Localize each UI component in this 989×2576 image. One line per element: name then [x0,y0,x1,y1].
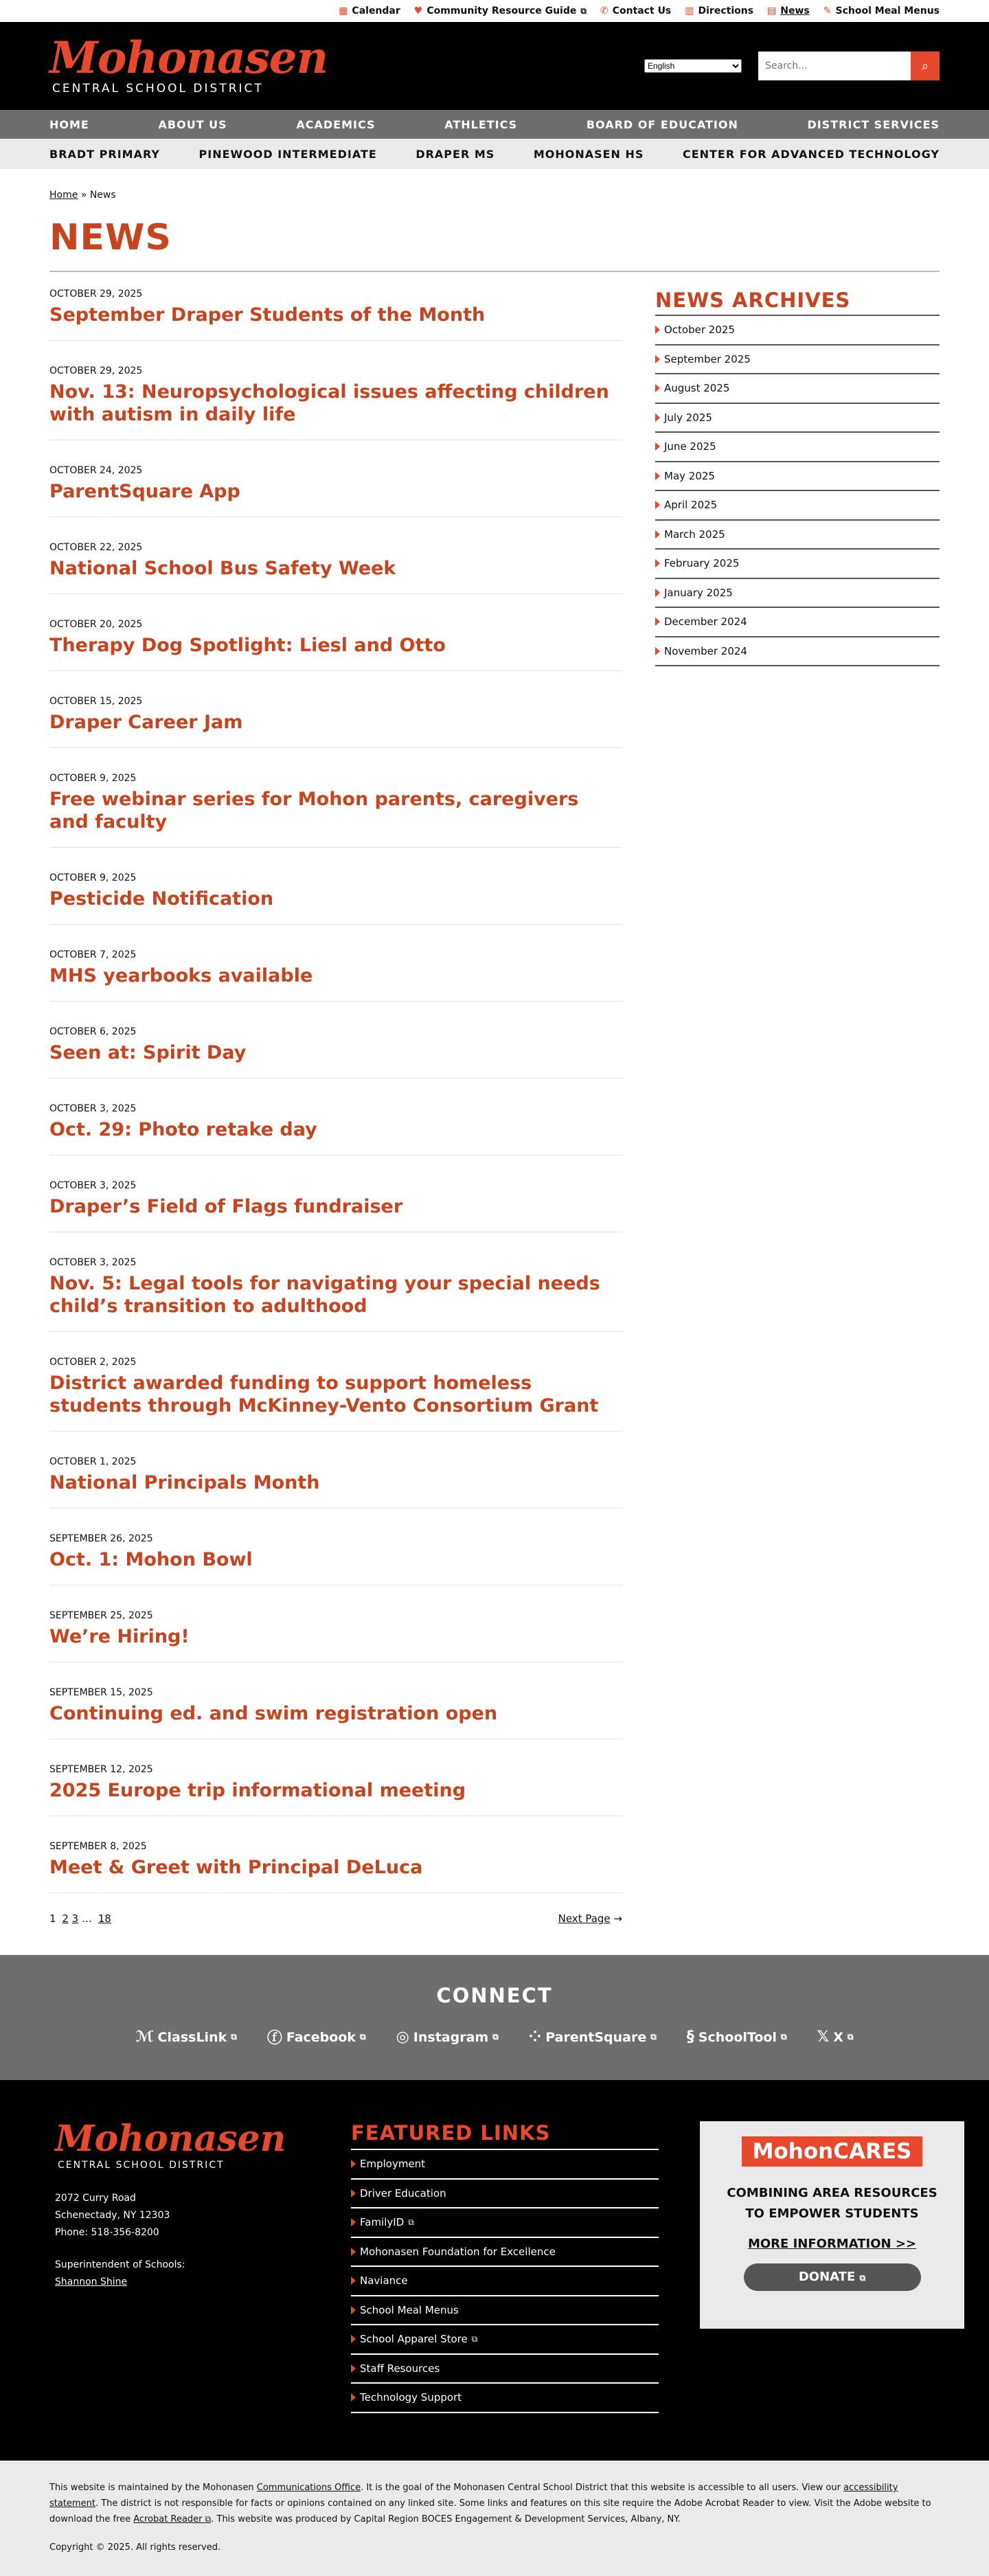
caret-right-icon [655,647,660,655]
accessibility-statement-link[interactable]: accessibility statement [49,2483,898,2509]
footer-logo-wordmark: Mohonasen [55,2118,286,2160]
news-date: OCTOBER 29, 2025 [49,365,143,376]
caret-right-icon [655,559,660,567]
nav-item-district-services[interactable]: DISTRICT SERVICES [807,117,940,131]
school-link-bradt-primary[interactable]: BRADT PRIMARY [49,147,160,161]
main-content [0,190,989,1925]
news-date: OCTOBER 9, 2025 [49,872,137,883]
news-item [49,1180,622,1232]
news-item [49,1357,622,1432]
news-date: OCTOBER 2, 2025 [49,1357,137,1368]
caret-right-icon [655,414,660,422]
caret-right-icon [655,326,660,334]
archive-label: June 2025 [664,440,716,453]
news-item [49,619,622,671]
archive-label: October 2025 [664,324,735,337]
logo-wordmark: Mohonasen [49,32,328,84]
archive-label: July 2025 [664,411,712,424]
news-item [49,465,622,517]
next-page-label: Next Page [558,1912,611,1925]
utility-link-label: School Meal Menus [835,5,940,16]
main-nav [0,110,989,139]
address-line-2: Schenectady, NY 12303 [55,2210,170,2221]
news-item [49,542,622,594]
social-label: Facebook [286,2029,356,2045]
news-archives [655,289,940,1925]
mohoncares-box [700,2121,964,2329]
archive-link[interactable] [655,433,940,462]
nav-item-academics[interactable]: ACADEMICS [296,117,376,131]
archive-link[interactable] [655,579,940,609]
news-list [49,289,622,1925]
featured-link[interactable] [351,2355,659,2384]
news-title-link[interactable]: Therapy Dog Spotlight: Liesl and Otto [49,635,446,656]
featured-link-label: School Apparel Store [360,2333,468,2346]
social-link-parentsquare[interactable] [529,2026,657,2048]
news-date: OCTOBER 1, 2025 [49,1456,137,1467]
page-link-3[interactable]: 3 [71,1912,79,1925]
external-link-icon: ⧉ [205,2514,212,2524]
news-date: SEPTEMBER 12, 2025 [49,1764,153,1775]
social-label: X [833,2029,843,2045]
cares-tagline-1: COMBINING AREA RESOURCES [727,2186,937,2200]
featured-link[interactable] [351,2325,659,2355]
news-title-link[interactable]: Draper Career Jam [49,712,243,733]
news-date: OCTOBER 20, 2025 [49,619,143,630]
news-title-link[interactable]: Pesticide Notification [49,888,274,909]
page-link-2[interactable]: 2 [62,1912,69,1925]
district-logo[interactable] [49,32,328,95]
parentsquare-icon: ⁘ [528,2029,542,2046]
site-header [0,22,989,110]
archive-label: January 2025 [664,586,733,599]
news-date: OCTOBER 3, 2025 [49,1103,137,1114]
news-item [49,1026,622,1078]
news-title-link[interactable]: Nov. 5: Legal tools for navigating your special needs child’s transition to adulthood [49,1273,600,1317]
connect-section [0,1955,989,2080]
phone-icon: ✆ [600,5,609,16]
featured-link[interactable] [351,2267,659,2296]
news-item [49,773,622,848]
news-date: OCTOBER 15, 2025 [49,696,143,707]
news-date: OCTOBER 6, 2025 [49,1026,137,1037]
archives-title: NEWS ARCHIVES [655,289,940,316]
archive-link[interactable] [655,374,940,404]
featured-link[interactable] [351,2238,659,2268]
heart-icon: ♥ [413,5,423,16]
featured-link-label: Employment [360,2158,426,2171]
acrobat-label: Acrobat Reader [133,2514,203,2524]
news-item [49,1610,622,1662]
utility-link-school-meal-menus[interactable] [823,5,940,16]
featured-link-label: Mohonasen Foundation for Excellence [360,2245,556,2258]
x-icon: 𝕏 [817,2029,830,2046]
caret-right-icon [655,384,660,392]
map-icon: ▥ [685,5,694,16]
utility-link-label: Contact Us [612,5,672,16]
news-item [49,1533,622,1585]
news-date: SEPTEMBER 26, 2025 [49,1533,153,1544]
news-item [49,365,622,440]
archive-label: February 2025 [664,557,740,570]
caret-right-icon [351,2276,356,2285]
copyright: Copyright © 2025. All rights reserved. [49,2542,221,2553]
legal-text [49,2480,940,2527]
external-link-icon: ⧉ [360,2032,366,2042]
news-title-link[interactable]: Seen at: Spirit Day [49,1042,247,1063]
breadcrumb-current: News [89,190,116,201]
connect-title: CONNECT [436,1984,553,2007]
superintendent-label: Superintendent of Schools: [55,2259,185,2270]
featured-link-label: Technology Support [360,2391,462,2404]
featured-link[interactable] [351,2180,659,2209]
social-label: SchoolTool [698,2029,777,2045]
school-link-mohonasen-hs[interactable]: MOHONASEN HS [533,147,644,161]
nav-item-about-us[interactable]: ABOUT US [158,117,227,131]
featured-link-label: Naviance [360,2274,408,2287]
communications-office-link[interactable]: Communications Office [256,2483,361,2493]
caret-right-icon [351,2306,356,2314]
news-item [49,1257,622,1332]
archive-label: March 2025 [664,528,725,541]
news-title-link[interactable]: District awarded funding to support homeless students through McKinney-Vento Consortium Grant [49,1372,599,1416]
archive-label: May 2025 [664,469,715,482]
caret-right-icon [351,2160,356,2168]
external-link-icon: ⧉ [859,2273,866,2283]
caret-right-icon [351,2364,356,2373]
news-item [49,872,622,925]
superintendent [55,2257,351,2291]
more-information-link[interactable]: MORE INFORMATION >> [747,2237,917,2251]
title-divider [49,271,940,272]
archive-link[interactable] [655,521,940,550]
superintendent-link[interactable]: Shannon Shine [55,2276,128,2287]
search-icon: ⌕ [921,58,929,73]
social-link-x[interactable] [817,2026,854,2048]
caret-right-icon [351,2218,356,2226]
caret-right-icon [655,589,660,597]
news-date: OCTOBER 9, 2025 [49,773,137,784]
phone-number: Phone: 518-356-8200 [55,2227,159,2238]
news-title-link[interactable]: National Principals Month [49,1472,320,1493]
page-current: 1 [49,1912,56,1925]
news-title-link[interactable]: September Draper Students of the Month [49,304,486,326]
cares-tagline-2: TO EMPOWER STUDENTS [745,2206,919,2221]
news-title-link[interactable]: MHS yearbooks available [49,965,313,986]
schools-nav [0,139,989,169]
news-title-link[interactable]: Nov. 13: Neuropsychological issues affecting children with autism in daily life [49,381,609,425]
news-date: SEPTEMBER 8, 2025 [49,1841,147,1852]
external-link-icon: ⧉ [231,2032,237,2042]
social-label: Instagram [413,2029,489,2045]
archive-link[interactable] [655,637,940,667]
news-title-link[interactable]: Draper’s Field of Flags fundraiser [49,1196,403,1217]
footer-logo-tagline: CENTRAL SCHOOL DISTRICT [58,2160,225,2171]
language-select[interactable] [644,59,742,73]
page-title: NEWS [49,217,172,258]
news-item [49,949,622,1002]
archive-label: August 2025 [664,382,730,395]
social-label: ParentSquare [545,2029,647,2045]
legal-footer [0,2461,989,2576]
featured-link-label: Driver Education [360,2187,446,2200]
news-item [49,1841,622,1893]
page-ellipsis: … [81,1912,92,1925]
search-button[interactable] [911,52,940,80]
search-form [758,52,940,80]
legal-text-part: . It is the goal of the Mohonasen Central School District that this website is accessible to all users. View our [361,2483,844,2493]
nav-item-home[interactable]: HOME [49,117,89,131]
news-title-link[interactable]: Oct. 1: Mohon Bowl [49,1549,253,1570]
featured-link-label: School Meal Menus [360,2303,459,2316]
logo-tagline: CENTRAL SCHOOL DISTRICT [52,82,264,95]
school-link-draper-ms[interactable]: DRAPER MS [416,147,495,161]
external-link-icon: ⧉ [471,2334,478,2344]
caret-right-icon [351,2189,356,2197]
pagination [49,1912,622,1925]
featured-link[interactable] [351,2208,659,2238]
social-link-facebook[interactable] [267,2026,366,2048]
archive-label: April 2025 [664,499,718,512]
utility-link-calendar[interactable] [339,5,400,16]
calendar-icon: ▦ [339,5,348,16]
caret-right-icon [655,355,660,363]
utensils-icon: ✎ [823,5,832,16]
social-link-instagram[interactable] [396,2026,499,2048]
school-link-pinewood-intermediate[interactable]: PINEWOOD INTERMEDIATE [198,147,377,161]
news-title-link[interactable]: Free webinar series for Mohon parents, caregivers and faculty [49,789,579,833]
breadcrumb [49,190,940,201]
social-label: ClassLink [157,2029,227,2045]
news-title-link[interactable]: Meet & Greet with Principal DeLuca [49,1857,423,1878]
news-title-link[interactable]: Continuing ed. and swim registration open [49,1703,498,1724]
caret-right-icon [655,501,660,509]
archive-link[interactable] [655,462,940,492]
news-item [49,1456,622,1509]
site-footer [0,2080,989,2461]
external-link-icon: ⧉ [780,2032,787,2042]
newspaper-icon: ▤ [767,5,777,16]
schooltool-icon: § [686,2029,694,2046]
caret-right-icon [351,2248,356,2256]
news-title-link[interactable]: Oct. 29: Photo retake day [49,1119,317,1140]
archive-label: September 2025 [664,352,751,365]
news-title-link[interactable]: We’re Hiring! [49,1626,190,1647]
acrobat-reader-link[interactable] [133,2514,211,2524]
news-item [49,289,622,341]
utility-link-directions[interactable] [685,5,753,16]
news-date: OCTOBER 3, 2025 [49,1180,137,1191]
utility-link-label: Directions [698,5,754,16]
footer-logo[interactable] [55,2118,351,2171]
news-title-link[interactable]: ParentSquare App [49,481,240,502]
school-link-center-for-advanced-technology[interactable]: CENTER FOR ADVANCED TECHNOLOGY [682,147,940,161]
utility-link-label: Community Resource Guide [427,5,577,16]
external-link-icon: ⧉ [847,2032,854,2042]
legal-text-part: . The district is not responsible for facts or opinions contained on any linked site. Some links and features on this site require the Adobe Acrobat Reader to view. Visit the Adobe website to download the free [49,2498,931,2524]
archive-label: November 2024 [664,644,747,657]
news-item [49,1764,622,1816]
caret-right-icon [655,442,660,451]
utility-link-contact-us[interactable] [600,5,671,16]
archive-link[interactable] [655,316,940,346]
utility-link-community-resource-guide[interactable] [414,5,587,16]
classlink-icon: ℳ [135,2029,154,2046]
featured-links-title: FEATURED LINKS [351,2121,659,2150]
news-title-link[interactable]: 2025 Europe trip informational meeting [49,1780,466,1801]
featured-link[interactable] [351,2384,659,2413]
legal-text-part: This website is maintained by the Mohonasen [49,2483,257,2493]
archive-link[interactable] [655,404,940,433]
archive-link[interactable] [655,491,940,521]
social-link-schooltool[interactable] [687,2026,787,2048]
external-link-icon: ⧉ [650,2032,657,2042]
utility-bar [0,0,989,22]
archive-link[interactable] [655,608,940,637]
archive-label: December 2024 [664,615,747,629]
archive-link[interactable] [655,346,940,375]
search-input[interactable] [758,52,911,80]
news-date: OCTOBER 24, 2025 [49,465,143,476]
featured-link[interactable] [351,2150,659,2180]
caret-right-icon [655,530,660,539]
donate-label: DONATE [798,2270,856,2284]
external-link-icon: ⧉ [492,2032,499,2042]
news-date: OCTOBER 22, 2025 [49,542,143,553]
next-page-link[interactable] [558,1912,622,1925]
utility-link-label: News [780,5,810,16]
caret-right-icon [655,618,660,626]
external-link-icon: ⧉ [580,5,587,16]
news-title-link[interactable]: National School Bus Safety Week [49,558,396,579]
caret-right-icon [351,2393,356,2402]
external-link-icon: ⧉ [408,2217,414,2227]
social-link-classlink[interactable] [135,2026,236,2048]
nav-item-board-of-education[interactable]: BOARD OF EDUCATION [586,117,738,131]
news-date: OCTOBER 3, 2025 [49,1257,137,1268]
nav-item-athletics[interactable]: ATHLETICS [444,117,518,131]
news-item [49,1687,622,1739]
breadcrumb-separator: » [80,190,87,201]
news-item [49,1103,622,1155]
legal-text-part: . This website was produced by Capital Region BOCES Engagement & Development Services, Albany, NY. [211,2514,681,2524]
news-date: OCTOBER 7, 2025 [49,949,137,960]
page-link-last[interactable]: 18 [98,1912,111,1925]
mohoncares-logo: MohonCARES [742,2136,923,2167]
instagram-icon: ◎ [396,2029,409,2046]
district-address [55,2190,351,2241]
archive-link[interactable] [655,550,940,579]
news-date: SEPTEMBER 25, 2025 [49,1610,153,1621]
featured-link-label: Staff Resources [360,2362,440,2375]
utility-link-news[interactable] [767,5,810,16]
featured-link[interactable] [351,2296,659,2326]
news-date: OCTOBER 29, 2025 [49,289,143,300]
utility-link-label: Calendar [352,5,400,16]
facebook-icon: ⓕ [266,2030,282,2047]
caret-right-icon [351,2335,356,2343]
arrow-right-icon: → [613,1912,622,1925]
news-item [49,696,622,748]
caret-right-icon [655,472,660,480]
featured-link-label: FamilyID [360,2216,405,2229]
donate-button[interactable] [744,2263,921,2291]
address-line-1: 2072 Curry Road [55,2193,136,2204]
breadcrumb-home-link[interactable]: Home [49,190,78,201]
news-date: SEPTEMBER 15, 2025 [49,1687,153,1698]
